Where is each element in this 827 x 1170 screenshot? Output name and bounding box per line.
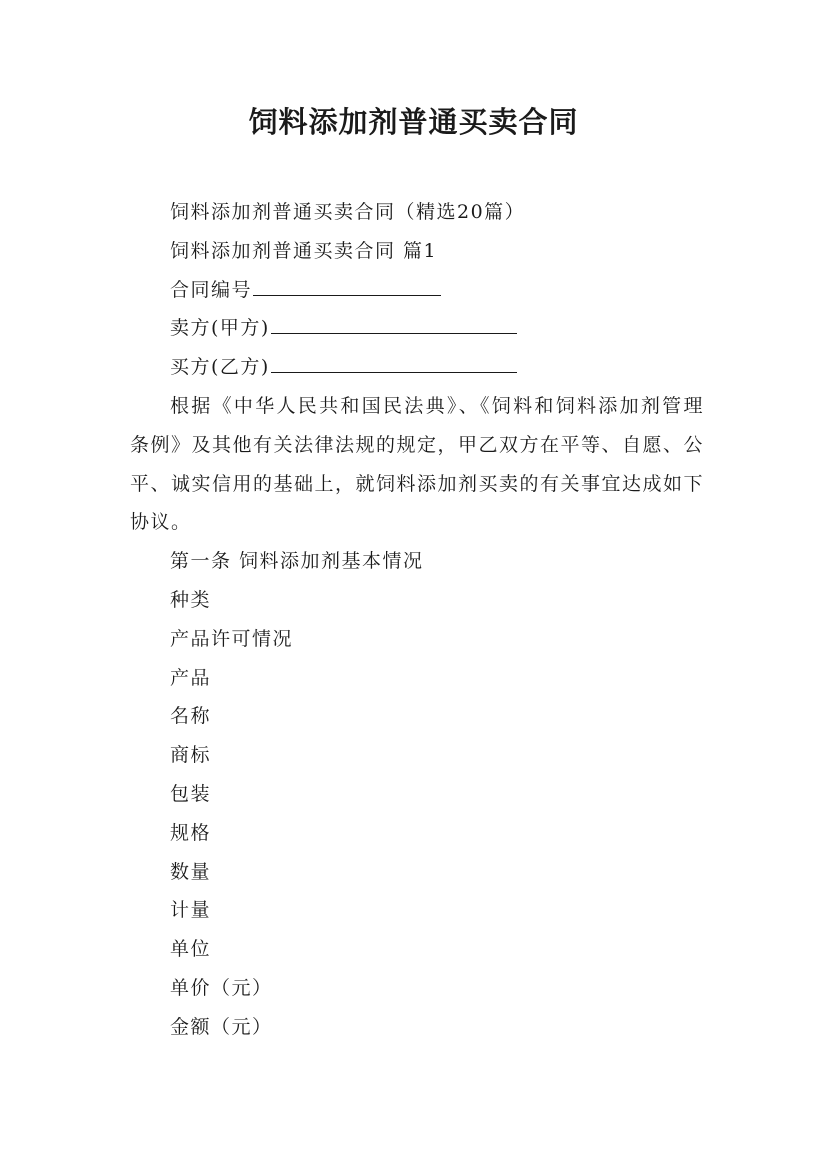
article-1-item-quantity: 数量 xyxy=(170,860,212,883)
seller-blank xyxy=(271,309,517,334)
article-1-item-packaging: 包装 xyxy=(170,782,212,805)
buyer-row xyxy=(130,348,704,387)
article-1-item-unit-price: 单价（元） xyxy=(170,976,273,999)
buyer-blank xyxy=(271,348,517,373)
document-title: 饲料添加剂普通买卖合同 xyxy=(248,105,579,139)
seller-row xyxy=(130,309,704,348)
document-body xyxy=(130,193,704,1047)
preamble-paragraph: 根据《中华人民共和国民法典》、《饲料和饲料添加剂管理条例》及其他有关法律法规的规定，甲乙双方在平等、自愿、公平、诚实信用的基础上，就饲料添加剂买卖的有关事宜达成如下协议。 xyxy=(130,394,705,534)
article-1-item-unit: 单位 xyxy=(170,938,212,961)
contract-number-blank xyxy=(253,271,441,296)
article-1-item-category: 种类 xyxy=(170,588,212,611)
article-1-item-product: 产品 xyxy=(170,666,212,689)
article-1-item-measure: 计量 xyxy=(170,899,212,922)
section-heading: 饲料添加剂普通买卖合同 篇1 xyxy=(170,239,438,262)
article-1-heading: 第一条 饲料添加剂基本情况 xyxy=(170,550,424,573)
buyer-label: 买方(乙方) xyxy=(170,356,270,379)
document-subtitle: 饲料添加剂普通买卖合同（精选20篇） xyxy=(170,201,526,223)
article-1-item-amount: 金额（元） xyxy=(170,1015,273,1038)
contract-number-label: 合同编号 xyxy=(170,278,253,301)
contract-number-row xyxy=(130,271,704,310)
article-1-item-specification: 规格 xyxy=(170,821,212,844)
article-1-item-name: 名称 xyxy=(170,705,212,728)
seller-label: 卖方(甲方) xyxy=(170,317,270,340)
article-1-item-trademark: 商标 xyxy=(170,744,212,767)
article-1-item-license: 产品许可情况 xyxy=(170,627,294,650)
